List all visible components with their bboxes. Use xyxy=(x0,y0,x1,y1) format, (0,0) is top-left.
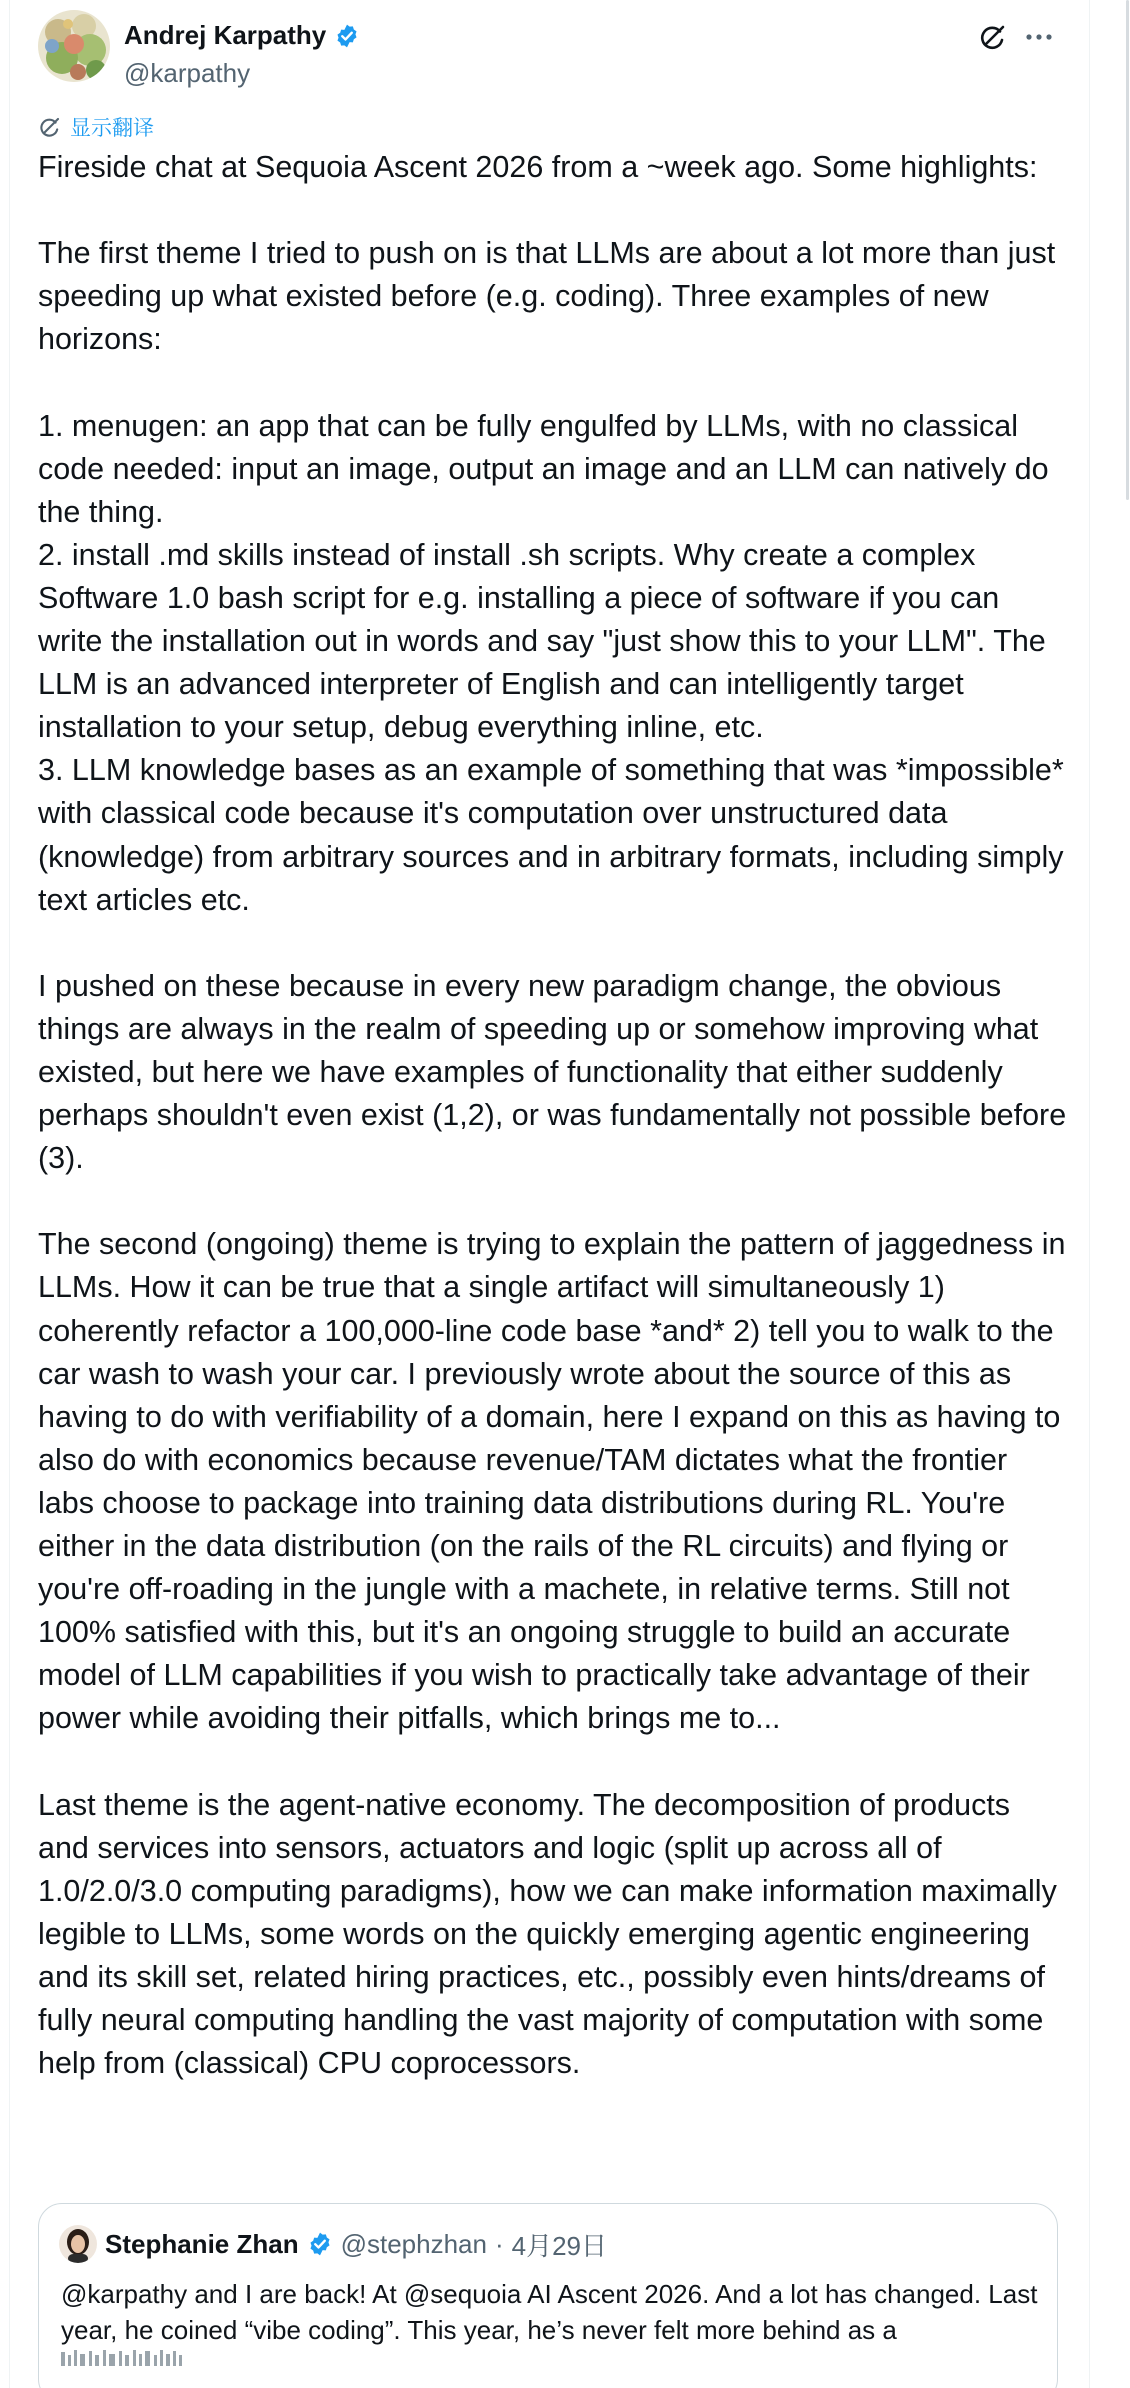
scrollbar-thumb[interactable] xyxy=(1126,0,1129,500)
quoted-tweet-header xyxy=(59,2225,607,2263)
author-name-row[interactable] xyxy=(124,20,360,51)
more-horizontal-icon xyxy=(1026,33,1052,41)
quoted-author-avatar xyxy=(59,2225,97,2263)
timeline-border-right xyxy=(1089,0,1090,2388)
tweet-paragraph: Last theme is the agent-native economy. The decomposition of products and services into sensors, actuators and logic (split up across all of 1.0/2.0/3.0 computing paradigms), how we can make information maximally legible to LLMs, some words on the quickly emerging agentic engineering and its skill set, related hiring practices, etc., possibly even hints/dreams of fully neural computing handling the vast majority of computation with some help from (classical) CPU coprocessors. xyxy=(38,1787,1057,2081)
tweet-paragraph: I pushed on these because in every new paradigm change, the obvious things are always in the realm of speeding up or somehow improving what existed, but here we have examples of functionality that either suddenly perhaps shouldn't even exist (1,2), or was fundamentally not possible before (3). xyxy=(38,968,1067,1176)
author-handle[interactable]: @karpathy xyxy=(124,58,251,88)
timeline-border-left xyxy=(9,0,10,2388)
quoted-tweet-text: @karpathy and I are back! At @sequoia AI Ascent 2026. And a lot has changed. Last year, he coined “vibe coding”. This year, he’s never felt more behind as a xyxy=(61,2279,1038,2345)
author-avatar[interactable] xyxy=(38,10,110,82)
author-name[interactable]: Andrej Karpathy xyxy=(124,20,327,50)
tweet-header xyxy=(38,10,1068,88)
quoted-verified-badge-icon xyxy=(307,2231,333,2257)
quoted-timestamp: 4月29日 xyxy=(511,2230,608,2261)
tweet-paragraph: Fireside chat at Sequoia Ascent 2026 from a ~week ago. Some highlights: xyxy=(38,150,1038,184)
quoted-tweet-card[interactable] xyxy=(38,2203,1058,2388)
more-options-button[interactable] xyxy=(1022,20,1056,54)
tweet-paragraph: The first theme I tried to push on is that LLMs are about a lot more than just speeding up what existed before (e.g. coding). Three examples of new horizons: xyxy=(38,236,1056,357)
grok-button[interactable] xyxy=(976,20,1010,54)
grok-icon xyxy=(38,115,62,139)
show-translation-label[interactable]: 显示翻译 xyxy=(70,117,154,140)
show-translation-link[interactable] xyxy=(38,112,154,142)
quoted-text-truncated-fade xyxy=(61,2346,231,2370)
tweet-paragraph: The second (ongoing) theme is trying to explain the pattern of jaggedness in LLMs. How it can be true that a single artifact will simultaneously 1) coherently refactor a 100,000-line code base *and* 2) tell you to walk to the car wash to wash your car. I previously wrote about the source of this as having to do with verifiability of a domain, here I expand on this as having to also do with economics because revenue/TAM dictates what the frontier labs choose to package into training data distributions during RL. You're either in the data distribution (on the rails of the RL circuits) and flying or you're off-roading in the jungle with a machete, in relative terms. Still not 100% satisfied with this, but it's an ongoing struggle to build an accurate model of LLM capabilities if you wish to practically take advantage of their power while avoiding their pitfalls, which brings me to... xyxy=(38,1227,1066,1736)
verified-badge-icon xyxy=(334,23,360,49)
tweet-paragraph: 1. menugen: an app that can be fully engulfed by LLMs, with no classical code needed: input an image, output an image and an LLM can natively do the thing. 2. install .md skills instead of install .sh scripts. Why create a complex Software 1.0 bash script for e.g. installing a piece of software if you can write the installation out in words and say "just show this to your LLM". The LLM is an advanced interpreter of English and can intelligently target installation to your setup, debug everything inline, etc. 3. LLM knowledge bases as an example of something that was *impossible* with classical code because it's computation over unstructured data (knowledge) from arbitrary sources and in arbitrary formats, including simply text articles etc. xyxy=(38,408,1064,917)
tweet-text xyxy=(38,146,1068,2085)
quoted-author-name: Stephanie Zhan xyxy=(105,2228,299,2259)
quoted-separator: · xyxy=(494,2228,504,2259)
quoted-author-handle: @stephzhan xyxy=(340,2228,487,2259)
grok-icon xyxy=(978,22,1008,52)
